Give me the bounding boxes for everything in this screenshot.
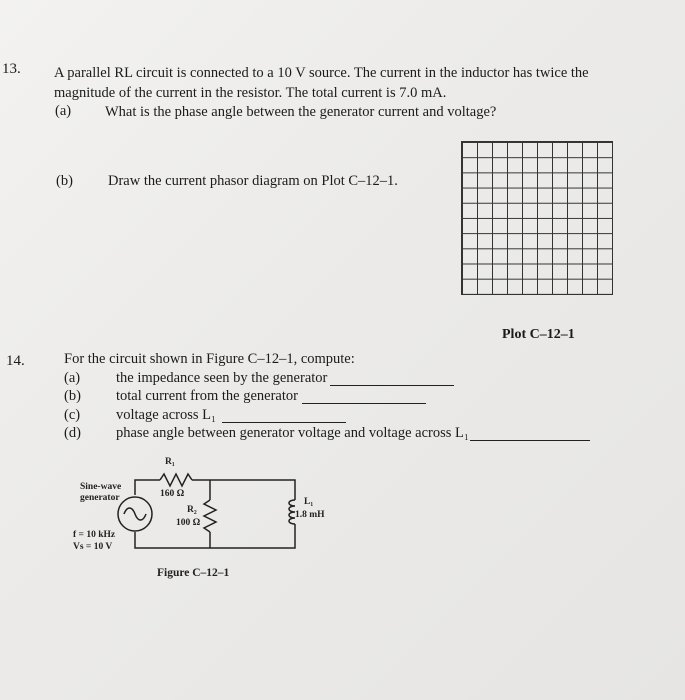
question-14a-label: (a)	[64, 370, 81, 386]
question-13b-text: Draw the current phasor diagram on Plot C–12–1.	[108, 173, 398, 189]
source-voltage-label: Vs = 10 V	[73, 542, 113, 552]
answer-blank-14c[interactable]	[222, 410, 346, 423]
l1-value: 1.8 mH	[295, 510, 325, 520]
question-14b-text: total current from the generator	[116, 388, 298, 404]
r1-label: R₁	[165, 457, 175, 467]
question-14-intro: For the circuit shown in Figure C–12–1, compute:	[64, 351, 355, 367]
plot-label: Plot C–12–1	[502, 327, 575, 342]
question-14d-text: phase angle between generator voltage and voltage across L₁	[116, 425, 469, 441]
r1-value: 160 Ω	[160, 489, 185, 499]
r2-resistor-symbol	[204, 500, 216, 532]
question-13a-text: What is the phase angle between the generator current and voltage?	[105, 104, 497, 120]
question-13a-label: (a)	[55, 103, 72, 119]
figure-caption: Figure C–12–1	[157, 567, 230, 579]
r2-label: R₂	[187, 505, 197, 515]
wire-generator-top	[135, 480, 160, 495]
plot-c-12-1-grid	[461, 141, 613, 295]
r1-resistor-symbol	[160, 474, 192, 486]
question-13b-label: (b)	[56, 173, 73, 189]
question-14c-text: voltage across L₁	[116, 407, 217, 423]
l1-label: L₁	[304, 497, 314, 507]
generator-label-line2: generator	[80, 493, 120, 503]
generator-label-line1: Sine-wave	[80, 482, 122, 492]
wire-top-right	[192, 480, 295, 495]
r2-value: 100 Ω	[176, 518, 201, 528]
answer-blank-14a[interactable]	[330, 373, 454, 386]
circuit-figure	[60, 450, 360, 590]
question-14b-label: (b)	[64, 388, 81, 404]
answer-blank-14b[interactable]	[302, 391, 426, 404]
question-13-number: 13.	[2, 61, 21, 77]
question-13-line1: A parallel RL circuit is connected to a 10 V source. The current in the inductor has twice the	[54, 65, 589, 81]
answer-blank-14d[interactable]	[470, 428, 590, 441]
question-14c-label: (c)	[64, 407, 81, 423]
frequency-label: f = 10 kHz	[73, 530, 116, 540]
question-14d-label: (d)	[64, 425, 81, 441]
question-14-number: 14.	[6, 353, 25, 369]
question-13-line2: magnitude of the current in the resistor. The total current is 7.0 mA.	[54, 85, 447, 101]
wire-bottom	[135, 524, 295, 548]
question-14a-text: the impedance seen by the generator	[116, 370, 328, 386]
